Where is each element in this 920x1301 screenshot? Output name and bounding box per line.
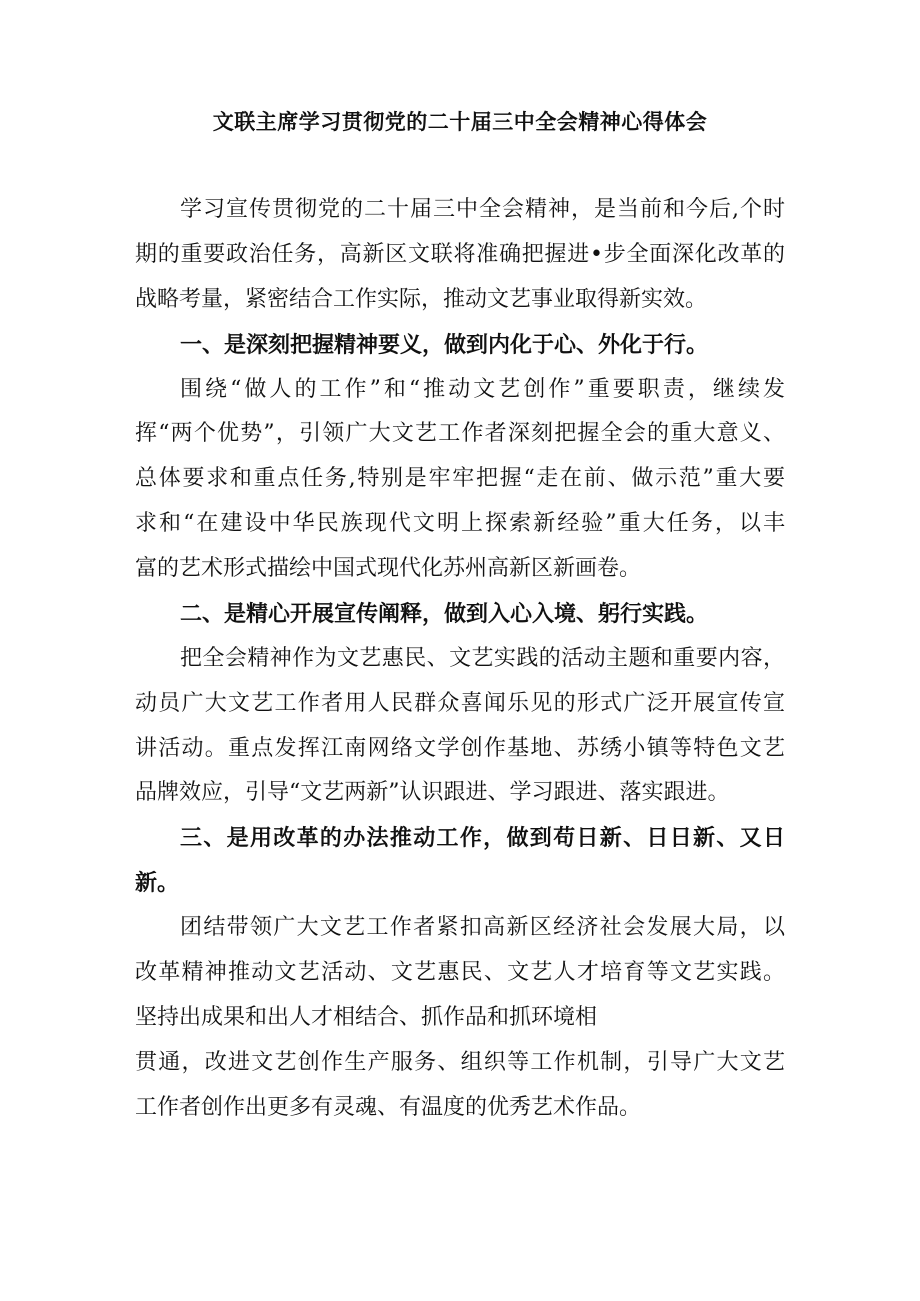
section-heading-2: 二、是精心开展宣传阐释，做到入心入境、躬行实践。 — [180, 601, 709, 627]
paragraph-line: 讲活动。重点发挥江南网络文学创作基地、苏绣小镇等特色文艺 — [135, 736, 785, 761]
paragraph-line: 期的重要政治任务，高新区文联将准确把握进•步全面深化改革的 — [135, 242, 785, 267]
paragraph-line: 挥“两个优势”，引领广大文艺工作者深刻把握全会的重大意义、 — [135, 421, 785, 446]
paragraph-line: 工作者创作出更多有灵魂、有温度的优秀艺术作品。 — [135, 1095, 642, 1120]
paragraph-line: 贯通，改进文艺创作生产服务、组织等工作机制，引导广大文艺 — [135, 1050, 785, 1075]
paragraph-line: 团结带领广大文艺工作者紧扣高新区经济社会发展大局，以 — [180, 915, 785, 940]
section-heading-1: 一、是深刻把握精神要义，做到内化于心、外化于行。 — [180, 332, 709, 358]
document-title: 文联主席学习贯彻党的二十届三中全会精神心得体会 — [212, 109, 708, 134]
paragraph-line: 把全会精神作为文艺惠民、文艺实践的活动主题和重要内容， — [180, 646, 785, 671]
paragraph-line: 围绕“做人的工作”和“推动文艺创作”重要职责，继续发 — [180, 377, 785, 402]
paragraph-line: 坚持出成果和出人才相结合、抓作品和抓环境相 — [135, 1005, 598, 1030]
paragraph-line: 品牌效应，引导“文艺两新”认识跟进、学习跟进、落实跟进。 — [135, 780, 730, 805]
paragraph-line: 动员广大文艺工作者用人民群众喜闻乐见的形式广泛开展宣传宣 — [135, 691, 785, 716]
paragraph-line: 学习宣传贯彻党的二十届三中全会精神，是当前和今后,个时 — [180, 197, 785, 222]
paragraph-line: 总体要求和重点任务,特别是牢牢把握“走在前、做示范”重大要 — [135, 466, 785, 491]
paragraph-line: 求和“在建设中华民族现代文明上探索新经验”重大任务，以丰 — [135, 511, 785, 536]
paragraph-line: 富的艺术形式描绘中国式现代化苏州高新区新画卷。 — [135, 556, 642, 581]
paragraph-line: 改革精神推动文艺活动、文艺惠民、文艺人才培育等文艺实践。 — [135, 960, 785, 985]
paragraph-line: 战略考量，紧密结合工作实际，推动文艺事业取得新实效。 — [135, 287, 708, 312]
section-heading-3: 三、是用改革的办法推动工作，做到苟日新、日日新、又日 — [180, 825, 785, 851]
section-heading-3-continued: 新。 — [135, 870, 180, 896]
